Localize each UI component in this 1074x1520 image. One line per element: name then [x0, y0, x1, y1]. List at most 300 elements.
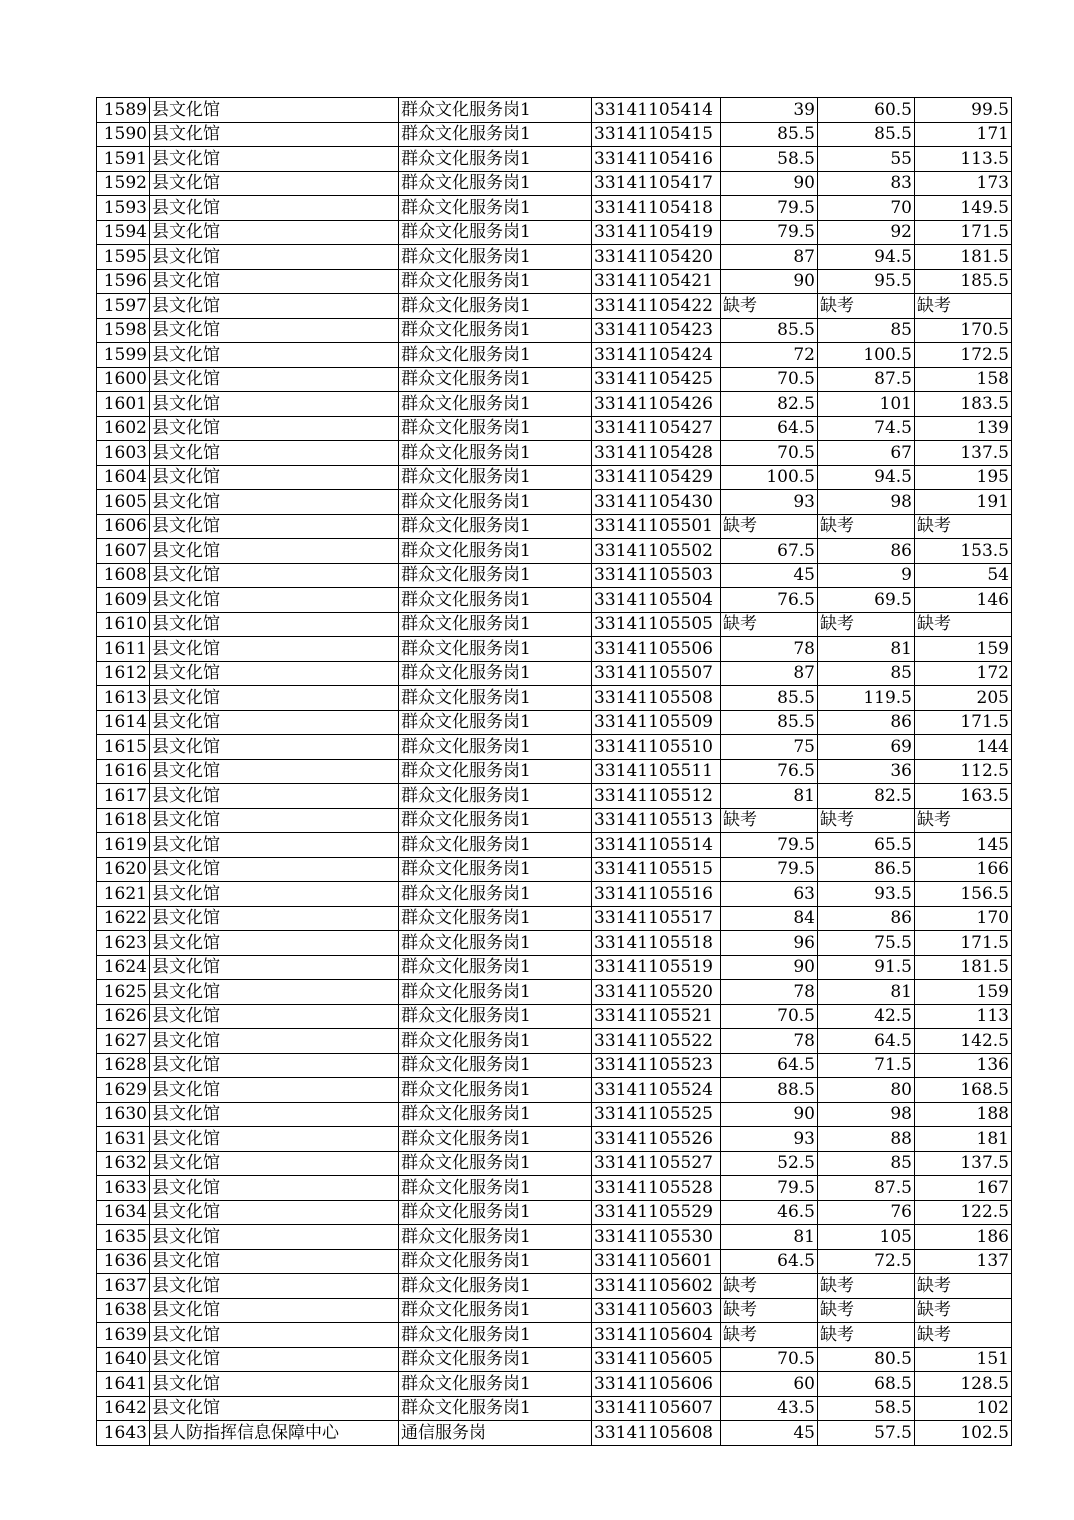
total-score-cell: 156.5	[915, 882, 1012, 907]
unit-cell: 县文化馆	[150, 955, 399, 980]
row-number-cell: 1605	[97, 490, 150, 515]
ticket-number-cell: 33141105602	[592, 1274, 721, 1299]
ticket-number-cell: 33141105423	[592, 318, 721, 343]
score1-cell: 缺考	[721, 1274, 818, 1299]
row-number-cell: 1636	[97, 1249, 150, 1274]
score1-cell: 82.5	[721, 392, 818, 417]
ticket-number-cell: 33141105603	[592, 1298, 721, 1323]
table-row	[97, 980, 1012, 1005]
score2-cell: 93.5	[818, 882, 915, 907]
unit-cell: 县文化馆	[150, 808, 399, 833]
post-cell: 群众文化服务岗1	[399, 490, 592, 515]
score2-cell: 100.5	[818, 343, 915, 368]
score2-cell: 67	[818, 441, 915, 466]
table-row	[97, 906, 1012, 931]
score2-cell: 缺考	[818, 514, 915, 539]
table-row	[97, 294, 1012, 319]
table-row	[97, 1372, 1012, 1397]
unit-cell: 县文化馆	[150, 343, 399, 368]
row-number-cell: 1591	[97, 147, 150, 172]
post-cell: 群众文化服务岗1	[399, 1372, 592, 1397]
score1-cell: 81	[721, 1225, 818, 1250]
score2-cell: 81	[818, 980, 915, 1005]
row-number-cell: 1618	[97, 808, 150, 833]
post-cell: 群众文化服务岗1	[399, 1249, 592, 1274]
score2-cell: 85	[818, 661, 915, 686]
score1-cell: 84	[721, 906, 818, 931]
ticket-number-cell: 33141105507	[592, 661, 721, 686]
score1-cell: 90	[721, 269, 818, 294]
ticket-number-cell: 33141105528	[592, 1176, 721, 1201]
post-cell: 群众文化服务岗1	[399, 882, 592, 907]
post-cell: 群众文化服务岗1	[399, 318, 592, 343]
unit-cell: 县文化馆	[150, 245, 399, 270]
total-score-cell: 缺考	[915, 1274, 1012, 1299]
table-row	[97, 392, 1012, 417]
ticket-number-cell: 33141105516	[592, 882, 721, 907]
total-score-cell: 159	[915, 637, 1012, 662]
ticket-number-cell: 33141105421	[592, 269, 721, 294]
ticket-number-cell: 33141105427	[592, 416, 721, 441]
ticket-number-cell: 33141105418	[592, 196, 721, 221]
total-score-cell: 139	[915, 416, 1012, 441]
table-row	[97, 1396, 1012, 1421]
score2-cell: 70	[818, 196, 915, 221]
unit-cell: 县文化馆	[150, 1347, 399, 1372]
table-row	[97, 1078, 1012, 1103]
post-cell: 群众文化服务岗1	[399, 1029, 592, 1054]
total-score-cell: 167	[915, 1176, 1012, 1201]
total-score-cell: 151	[915, 1347, 1012, 1372]
score1-cell: 85.5	[721, 686, 818, 711]
total-score-cell: 缺考	[915, 1323, 1012, 1348]
table-row	[97, 955, 1012, 980]
post-cell: 群众文化服务岗1	[399, 196, 592, 221]
unit-cell: 县文化馆	[150, 392, 399, 417]
ticket-number-cell: 33141105506	[592, 637, 721, 662]
score2-cell: 60.5	[818, 98, 915, 123]
table-row	[97, 490, 1012, 515]
row-number-cell: 1601	[97, 392, 150, 417]
ticket-number-cell: 33141105522	[592, 1029, 721, 1054]
row-number-cell: 1603	[97, 441, 150, 466]
score1-cell: 64.5	[721, 1249, 818, 1274]
score1-cell: 90	[721, 171, 818, 196]
post-cell: 群众文化服务岗1	[399, 1298, 592, 1323]
ticket-number-cell: 33141105510	[592, 735, 721, 760]
row-number-cell: 1607	[97, 539, 150, 564]
unit-cell: 县文化馆	[150, 1200, 399, 1225]
score2-cell: 94.5	[818, 465, 915, 490]
ticket-number-cell: 33141105509	[592, 710, 721, 735]
score2-cell: 119.5	[818, 686, 915, 711]
score1-cell: 60	[721, 1372, 818, 1397]
total-score-cell: 缺考	[915, 612, 1012, 637]
ticket-number-cell: 33141105529	[592, 1200, 721, 1225]
row-number-cell: 1624	[97, 955, 150, 980]
unit-cell: 县文化馆	[150, 759, 399, 784]
total-score-cell: 159	[915, 980, 1012, 1005]
score1-cell: 88.5	[721, 1078, 818, 1103]
score1-cell: 70.5	[721, 367, 818, 392]
ticket-number-cell: 33141105519	[592, 955, 721, 980]
score2-cell: 71.5	[818, 1053, 915, 1078]
score2-cell: 72.5	[818, 1249, 915, 1274]
post-cell: 群众文化服务岗1	[399, 220, 592, 245]
table-row	[97, 563, 1012, 588]
table-row	[97, 1127, 1012, 1152]
post-cell: 群众文化服务岗1	[399, 1200, 592, 1225]
score2-cell: 94.5	[818, 245, 915, 270]
score1-cell: 缺考	[721, 808, 818, 833]
unit-cell: 县文化馆	[150, 1298, 399, 1323]
score2-cell: 82.5	[818, 784, 915, 809]
post-cell: 群众文化服务岗1	[399, 661, 592, 686]
unit-cell: 县文化馆	[150, 1151, 399, 1176]
total-score-cell: 99.5	[915, 98, 1012, 123]
ticket-number-cell: 33141105513	[592, 808, 721, 833]
row-number-cell: 1638	[97, 1298, 150, 1323]
score2-cell: 57.5	[818, 1421, 915, 1446]
score2-cell: 81	[818, 637, 915, 662]
unit-cell: 县文化馆	[150, 147, 399, 172]
score1-cell: 96	[721, 931, 818, 956]
score2-cell: 88	[818, 1127, 915, 1152]
score1-cell: 45	[721, 563, 818, 588]
unit-cell: 县文化馆	[150, 710, 399, 735]
unit-cell: 县文化馆	[150, 931, 399, 956]
post-cell: 群众文化服务岗1	[399, 637, 592, 662]
table-row	[97, 588, 1012, 613]
table-row	[97, 1102, 1012, 1127]
table-row	[97, 1347, 1012, 1372]
score1-cell: 85.5	[721, 710, 818, 735]
table-row	[97, 1176, 1012, 1201]
ticket-number-cell: 33141105606	[592, 1372, 721, 1397]
score2-cell: 98	[818, 490, 915, 515]
unit-cell: 县文化馆	[150, 784, 399, 809]
row-number-cell: 1609	[97, 588, 150, 613]
table-row	[97, 367, 1012, 392]
score1-cell: 缺考	[721, 514, 818, 539]
unit-cell: 县文化馆	[150, 269, 399, 294]
row-number-cell: 1628	[97, 1053, 150, 1078]
row-number-cell: 1630	[97, 1102, 150, 1127]
score2-cell: 80.5	[818, 1347, 915, 1372]
post-cell: 群众文化服务岗1	[399, 416, 592, 441]
row-number-cell: 1600	[97, 367, 150, 392]
unit-cell: 县文化馆	[150, 906, 399, 931]
total-score-cell: 137.5	[915, 441, 1012, 466]
total-score-cell: 188	[915, 1102, 1012, 1127]
table-row	[97, 833, 1012, 858]
score2-cell: 86	[818, 906, 915, 931]
score2-cell: 69	[818, 735, 915, 760]
row-number-cell: 1595	[97, 245, 150, 270]
row-number-cell: 1602	[97, 416, 150, 441]
total-score-cell: 170	[915, 906, 1012, 931]
unit-cell: 县文化馆	[150, 196, 399, 221]
score2-cell: 85	[818, 1151, 915, 1176]
post-cell: 通信服务岗	[399, 1421, 592, 1446]
row-number-cell: 1643	[97, 1421, 150, 1446]
table-row	[97, 343, 1012, 368]
row-number-cell: 1596	[97, 269, 150, 294]
total-score-cell: 145	[915, 833, 1012, 858]
ticket-number-cell: 33141105601	[592, 1249, 721, 1274]
table-row	[97, 1029, 1012, 1054]
ticket-number-cell: 33141105416	[592, 147, 721, 172]
score1-cell: 缺考	[721, 1298, 818, 1323]
ticket-number-cell: 33141105504	[592, 588, 721, 613]
ticket-number-cell: 33141105525	[592, 1102, 721, 1127]
row-number-cell: 1599	[97, 343, 150, 368]
table-row	[97, 220, 1012, 245]
row-number-cell: 1642	[97, 1396, 150, 1421]
table-row	[97, 1151, 1012, 1176]
ticket-number-cell: 33141105518	[592, 931, 721, 956]
score2-cell: 87.5	[818, 367, 915, 392]
table-row	[97, 245, 1012, 270]
unit-cell: 县文化馆	[150, 686, 399, 711]
score2-cell: 86	[818, 539, 915, 564]
unit-cell: 县文化馆	[150, 833, 399, 858]
unit-cell: 县文化馆	[150, 1102, 399, 1127]
score1-cell: 85.5	[721, 318, 818, 343]
post-cell: 群众文化服务岗1	[399, 1151, 592, 1176]
table-row	[97, 661, 1012, 686]
row-number-cell: 1617	[97, 784, 150, 809]
unit-cell: 县文化馆	[150, 1274, 399, 1299]
total-score-cell: 183.5	[915, 392, 1012, 417]
row-number-cell: 1637	[97, 1274, 150, 1299]
table-row	[97, 1274, 1012, 1299]
score2-cell: 缺考	[818, 1274, 915, 1299]
ticket-number-cell: 33141105414	[592, 98, 721, 123]
score2-cell: 缺考	[818, 612, 915, 637]
score1-cell: 45	[721, 1421, 818, 1446]
score2-cell: 76	[818, 1200, 915, 1225]
post-cell: 群众文化服务岗1	[399, 710, 592, 735]
total-score-cell: 缺考	[915, 294, 1012, 319]
ticket-number-cell: 33141105524	[592, 1078, 721, 1103]
ticket-number-cell: 33141105424	[592, 343, 721, 368]
row-number-cell: 1611	[97, 637, 150, 662]
total-score-cell: 137.5	[915, 1151, 1012, 1176]
table-row	[97, 441, 1012, 466]
row-number-cell: 1615	[97, 735, 150, 760]
score2-cell: 95.5	[818, 269, 915, 294]
row-number-cell: 1625	[97, 980, 150, 1005]
total-score-cell: 185.5	[915, 269, 1012, 294]
score2-cell: 87.5	[818, 1176, 915, 1201]
ticket-number-cell: 33141105420	[592, 245, 721, 270]
table-row	[97, 784, 1012, 809]
row-number-cell: 1592	[97, 171, 150, 196]
post-cell: 群众文化服务岗1	[399, 784, 592, 809]
row-number-cell: 1612	[97, 661, 150, 686]
score1-cell: 70.5	[721, 1347, 818, 1372]
row-number-cell: 1608	[97, 563, 150, 588]
score1-cell: 67.5	[721, 539, 818, 564]
unit-cell: 县文化馆	[150, 588, 399, 613]
unit-cell: 县文化馆	[150, 122, 399, 147]
ticket-number-cell: 33141105426	[592, 392, 721, 417]
post-cell: 群众文化服务岗1	[399, 1078, 592, 1103]
ticket-number-cell: 33141105415	[592, 122, 721, 147]
unit-cell: 县文化馆	[150, 612, 399, 637]
ticket-number-cell: 33141105511	[592, 759, 721, 784]
score1-cell: 70.5	[721, 1004, 818, 1029]
score2-cell: 105	[818, 1225, 915, 1250]
total-score-cell: 142.5	[915, 1029, 1012, 1054]
total-score-cell: 128.5	[915, 1372, 1012, 1397]
row-number-cell: 1613	[97, 686, 150, 711]
total-score-cell: 181.5	[915, 955, 1012, 980]
ticket-number-cell: 33141105428	[592, 441, 721, 466]
ticket-number-cell: 33141105520	[592, 980, 721, 1005]
table-row	[97, 808, 1012, 833]
unit-cell: 县文化馆	[150, 294, 399, 319]
score2-cell: 缺考	[818, 1323, 915, 1348]
ticket-number-cell: 33141105505	[592, 612, 721, 637]
score1-cell: 78	[721, 637, 818, 662]
total-score-cell: 158	[915, 367, 1012, 392]
total-score-cell: 181	[915, 1127, 1012, 1152]
unit-cell: 县文化馆	[150, 539, 399, 564]
total-score-cell: 112.5	[915, 759, 1012, 784]
row-number-cell: 1614	[97, 710, 150, 735]
post-cell: 群众文化服务岗1	[399, 1102, 592, 1127]
table-row	[97, 1225, 1012, 1250]
row-number-cell: 1626	[97, 1004, 150, 1029]
post-cell: 群众文化服务岗1	[399, 1004, 592, 1029]
ticket-number-cell: 33141105515	[592, 857, 721, 882]
post-cell: 群众文化服务岗1	[399, 343, 592, 368]
total-score-cell: 163.5	[915, 784, 1012, 809]
total-score-cell: 102.5	[915, 1421, 1012, 1446]
post-cell: 群众文化服务岗1	[399, 759, 592, 784]
row-number-cell: 1639	[97, 1323, 150, 1348]
table-row	[97, 1298, 1012, 1323]
row-number-cell: 1640	[97, 1347, 150, 1372]
total-score-cell: 113.5	[915, 147, 1012, 172]
score1-cell: 39	[721, 98, 818, 123]
score2-cell: 91.5	[818, 955, 915, 980]
total-score-cell: 102	[915, 1396, 1012, 1421]
score1-cell: 缺考	[721, 1323, 818, 1348]
score1-cell: 63	[721, 882, 818, 907]
score1-cell: 76.5	[721, 759, 818, 784]
unit-cell: 县文化馆	[150, 661, 399, 686]
ticket-number-cell: 33141105422	[592, 294, 721, 319]
total-score-cell: 172	[915, 661, 1012, 686]
score1-cell: 93	[721, 490, 818, 515]
ticket-number-cell: 33141105419	[592, 220, 721, 245]
unit-cell: 县文化馆	[150, 1029, 399, 1054]
total-score-cell: 171.5	[915, 220, 1012, 245]
unit-cell: 县文化馆	[150, 367, 399, 392]
unit-cell: 县人防指挥信息保障中心	[150, 1421, 399, 1446]
ticket-number-cell: 33141105501	[592, 514, 721, 539]
total-score-cell: 186	[915, 1225, 1012, 1250]
unit-cell: 县文化馆	[150, 980, 399, 1005]
total-score-cell: 191	[915, 490, 1012, 515]
score-table	[96, 97, 1012, 1446]
row-number-cell: 1619	[97, 833, 150, 858]
ticket-number-cell: 33141105608	[592, 1421, 721, 1446]
total-score-cell: 54	[915, 563, 1012, 588]
score2-cell: 86	[818, 710, 915, 735]
ticket-number-cell: 33141105430	[592, 490, 721, 515]
score1-cell: 75	[721, 735, 818, 760]
row-number-cell: 1631	[97, 1127, 150, 1152]
ticket-number-cell: 33141105521	[592, 1004, 721, 1029]
table-row	[97, 1421, 1012, 1446]
table-row	[97, 882, 1012, 907]
total-score-cell: 137	[915, 1249, 1012, 1274]
total-score-cell: 173	[915, 171, 1012, 196]
unit-cell: 县文化馆	[150, 465, 399, 490]
table-row	[97, 612, 1012, 637]
row-number-cell: 1598	[97, 318, 150, 343]
score1-cell: 87	[721, 245, 818, 270]
post-cell: 群众文化服务岗1	[399, 122, 592, 147]
table-row	[97, 637, 1012, 662]
score2-cell: 85	[818, 318, 915, 343]
table-row	[97, 416, 1012, 441]
ticket-number-cell: 33141105604	[592, 1323, 721, 1348]
post-cell: 群众文化服务岗1	[399, 980, 592, 1005]
row-number-cell: 1627	[97, 1029, 150, 1054]
post-cell: 群众文化服务岗1	[399, 1127, 592, 1152]
row-number-cell: 1616	[97, 759, 150, 784]
unit-cell: 县文化馆	[150, 1078, 399, 1103]
score1-cell: 缺考	[721, 294, 818, 319]
unit-cell: 县文化馆	[150, 220, 399, 245]
score2-cell: 85.5	[818, 122, 915, 147]
table-row	[97, 759, 1012, 784]
post-cell: 群众文化服务岗1	[399, 367, 592, 392]
score1-cell: 79.5	[721, 833, 818, 858]
row-number-cell: 1634	[97, 1200, 150, 1225]
ticket-number-cell: 33141105526	[592, 1127, 721, 1152]
table-row	[97, 686, 1012, 711]
row-number-cell: 1622	[97, 906, 150, 931]
score1-cell: 64.5	[721, 416, 818, 441]
unit-cell: 县文化馆	[150, 1004, 399, 1029]
unit-cell: 县文化馆	[150, 882, 399, 907]
unit-cell: 县文化馆	[150, 1323, 399, 1348]
ticket-number-cell: 33141105502	[592, 539, 721, 564]
unit-cell: 县文化馆	[150, 514, 399, 539]
score1-cell: 90	[721, 955, 818, 980]
total-score-cell: 195	[915, 465, 1012, 490]
table-row	[97, 122, 1012, 147]
unit-cell: 县文化馆	[150, 98, 399, 123]
table-row	[97, 1323, 1012, 1348]
total-score-cell: 168.5	[915, 1078, 1012, 1103]
post-cell: 群众文化服务岗1	[399, 147, 592, 172]
table-row	[97, 1200, 1012, 1225]
ticket-number-cell: 33141105523	[592, 1053, 721, 1078]
total-score-cell: 153.5	[915, 539, 1012, 564]
total-score-cell: 144	[915, 735, 1012, 760]
post-cell: 群众文化服务岗1	[399, 1396, 592, 1421]
post-cell: 群众文化服务岗1	[399, 1274, 592, 1299]
post-cell: 群众文化服务岗1	[399, 1225, 592, 1250]
post-cell: 群众文化服务岗1	[399, 686, 592, 711]
